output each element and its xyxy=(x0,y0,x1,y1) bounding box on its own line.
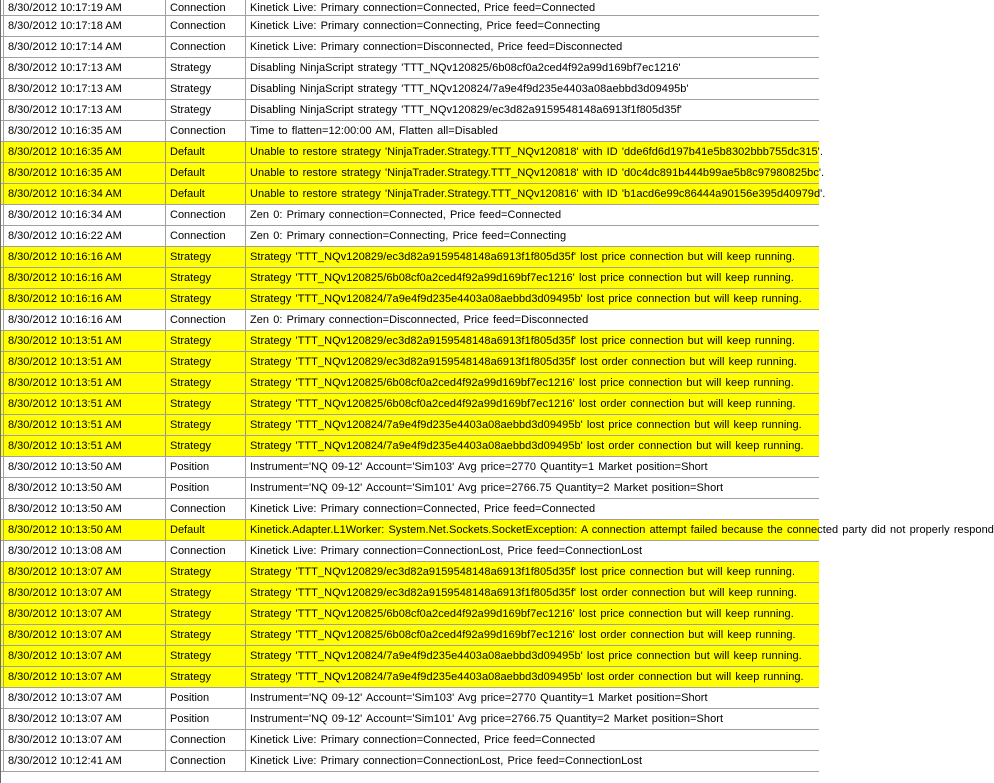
log-message-cell: Strategy 'TTT_NQv120829/ec3d82a9159548148a6913f1f805d35f' lost price connection but will keep running. xyxy=(250,566,796,578)
log-row[interactable] xyxy=(1,709,819,730)
log-message-cell: Strategy 'TTT_NQv120824/7a9e4f9d235e4403a08aebbd3d09495b' lost price connection but will keep running. xyxy=(250,650,802,662)
log-message-cell: Kinetick.Adapter.L1Worker: System.Net.Sockets.SocketException: A connection attempt failed because the connected party did not properly respond xyxy=(250,524,994,536)
log-category-cell: Strategy xyxy=(166,436,246,456)
log-time-cell: 8/30/2012 10:16:16 AM xyxy=(3,268,166,288)
log-time-cell: 8/30/2012 10:16:34 AM xyxy=(3,184,166,204)
log-category-cell: Strategy xyxy=(166,562,246,582)
log-category-cell: Connection xyxy=(166,499,246,519)
log-row[interactable] xyxy=(1,247,819,268)
log-row[interactable] xyxy=(1,730,819,751)
log-message-cell: Kinetick Live: Primary connection=ConnectionLost, Price feed=ConnectionLost xyxy=(250,545,643,557)
log-time-cell: 8/30/2012 10:16:22 AM xyxy=(3,226,166,246)
log-message-cell: Instrument='NQ 09-12' Account='Sim103' Avg price=2770 Quantity=1 Market position=Short xyxy=(250,692,708,704)
log-time-cell: 8/30/2012 10:17:19 AM xyxy=(3,0,166,15)
log-message-cell: Zen 0: Primary connection=Connecting, Price feed=Connecting xyxy=(250,230,567,242)
log-category-cell: Connection xyxy=(166,121,246,141)
log-time-cell: 8/30/2012 10:13:51 AM xyxy=(3,352,166,372)
log-row[interactable] xyxy=(1,499,819,520)
log-row[interactable] xyxy=(1,520,994,541)
log-category-cell: Default xyxy=(166,184,246,204)
log-message-cell: Strategy 'TTT_NQv120825/6b08cf0a2ced4f92a99d169bf7ec1216' lost price connection but will keep running. xyxy=(250,377,794,389)
log-category-cell: Connection xyxy=(166,0,246,15)
log-message-cell: Strategy 'TTT_NQv120825/6b08cf0a2ced4f92a99d169bf7ec1216' lost price connection but will keep running. xyxy=(250,608,794,620)
log-category-cell: Connection xyxy=(166,541,246,561)
log-time-cell: 8/30/2012 10:13:07 AM xyxy=(3,625,166,645)
log-time-cell: 8/30/2012 10:13:50 AM xyxy=(3,457,166,477)
log-time-cell: 8/30/2012 10:13:07 AM xyxy=(3,709,166,729)
log-category-cell: Connection xyxy=(166,37,246,57)
log-category-cell: Strategy xyxy=(166,58,246,78)
log-row[interactable] xyxy=(1,58,819,79)
log-row[interactable] xyxy=(1,625,819,646)
log-row[interactable] xyxy=(1,562,819,583)
log-message-cell: Unable to restore strategy 'NinjaTrader.Strategy.TTT_NQv120816' with ID 'b1acd6e99c86444a90156e395d40979d'. xyxy=(250,188,826,200)
log-row[interactable] xyxy=(1,352,819,373)
log-row[interactable] xyxy=(1,16,819,37)
log-message-cell: Zen 0: Primary connection=Disconnected, Price feed=Disconnected xyxy=(250,314,589,326)
log-category-cell: Default xyxy=(166,163,246,183)
log-row[interactable] xyxy=(1,688,819,709)
log-row[interactable] xyxy=(1,100,819,121)
log-row[interactable] xyxy=(1,184,826,205)
log-category-cell: Strategy xyxy=(166,100,246,120)
log-category-cell: Position xyxy=(166,709,246,729)
log-row[interactable] xyxy=(1,142,823,163)
log-category-cell: Connection xyxy=(166,205,246,225)
log-category-cell: Strategy xyxy=(166,268,246,288)
log-time-cell: 8/30/2012 10:13:07 AM xyxy=(3,667,166,687)
log-category-cell: Connection xyxy=(166,16,246,36)
log-message-cell: Disabling NinjaScript strategy 'TTT_NQv120825/6b08cf0a2ced4f92a99d169bf7ec1216' xyxy=(250,62,681,74)
log-time-cell: 8/30/2012 10:13:07 AM xyxy=(3,583,166,603)
log-row[interactable] xyxy=(1,226,819,247)
log-message-cell: Zen 0: Primary connection=Connected, Price feed=Connected xyxy=(250,209,562,221)
log-message-cell: Strategy 'TTT_NQv120825/6b08cf0a2ced4f92a99d169bf7ec1216' lost order connection but will keep running. xyxy=(250,629,796,641)
log-message-cell: Kinetick Live: Primary connection=Connected, Price feed=Connected xyxy=(250,2,596,14)
log-time-cell: 8/30/2012 10:13:08 AM xyxy=(3,541,166,561)
log-message-cell: Unable to restore strategy 'NinjaTrader.Strategy.TTT_NQv120818' with ID 'dde6fd6d197b41e5b8302bbb755dc315'. xyxy=(250,146,823,158)
log-time-cell: 8/30/2012 10:16:16 AM xyxy=(3,310,166,330)
log-message-cell: Disabling NinjaScript strategy 'TTT_NQv120829/ec3d82a9159548148a6913f1f805d35f' xyxy=(250,104,682,116)
log-category-cell: Connection xyxy=(166,310,246,330)
log-message-cell: Strategy 'TTT_NQv120824/7a9e4f9d235e4403a08aebbd3d09495b' lost price connection but will keep running. xyxy=(250,293,802,305)
log-category-cell: Strategy xyxy=(166,667,246,687)
log-category-cell: Strategy xyxy=(166,583,246,603)
log-row[interactable] xyxy=(1,394,819,415)
log-message-cell: Kinetick Live: Primary connection=Connecting, Price feed=Connecting xyxy=(250,20,601,32)
log-category-cell: Connection xyxy=(166,751,246,771)
log-message-cell: Strategy 'TTT_NQv120824/7a9e4f9d235e4403a08aebbd3d09495b' lost price connection but will keep running. xyxy=(250,419,802,431)
log-time-cell: 8/30/2012 10:13:07 AM xyxy=(3,562,166,582)
log-time-cell: 8/30/2012 10:17:13 AM xyxy=(3,58,166,78)
log-row[interactable] xyxy=(1,667,819,688)
log-category-cell: Strategy xyxy=(166,646,246,666)
log-time-cell: 8/30/2012 10:13:50 AM xyxy=(3,499,166,519)
log-row[interactable] xyxy=(1,457,819,478)
log-message-cell: Strategy 'TTT_NQv120825/6b08cf0a2ced4f92a99d169bf7ec1216' lost price connection but will keep running. xyxy=(250,272,794,284)
log-row[interactable] xyxy=(1,268,819,289)
log-time-cell: 8/30/2012 10:16:35 AM xyxy=(3,142,166,162)
log-message-cell: Strategy 'TTT_NQv120829/ec3d82a9159548148a6913f1f805d35f' lost order connection but will keep running. xyxy=(250,587,797,599)
log-category-cell: Position xyxy=(166,457,246,477)
log-category-cell: Strategy xyxy=(166,247,246,267)
log-message-cell: Strategy 'TTT_NQv120825/6b08cf0a2ced4f92a99d169bf7ec1216' lost order connection but will keep running. xyxy=(250,398,796,410)
log-row[interactable] xyxy=(1,751,819,772)
log-row[interactable] xyxy=(1,205,819,226)
log-time-cell: 8/30/2012 10:13:51 AM xyxy=(3,436,166,456)
log-time-cell: 8/30/2012 10:16:16 AM xyxy=(3,289,166,309)
log-time-cell: 8/30/2012 10:13:07 AM xyxy=(3,730,166,750)
log-category-cell: Default xyxy=(166,142,246,162)
log-time-cell: 8/30/2012 10:12:41 AM xyxy=(3,751,166,771)
log-message-cell: Strategy 'TTT_NQv120829/ec3d82a9159548148a6913f1f805d35f' lost price connection but will keep running. xyxy=(250,251,796,263)
log-message-cell: Strategy 'TTT_NQv120824/7a9e4f9d235e4403a08aebbd3d09495b' lost order connection but will keep running. xyxy=(250,440,804,452)
log-message-cell: Instrument='NQ 09-12' Account='Sim103' Avg price=2770 Quantity=1 Market position=Short xyxy=(250,461,708,473)
log-category-cell: Position xyxy=(166,478,246,498)
log-message-cell: Time to flatten=12:00:00 AM, Flatten all=Disabled xyxy=(250,125,498,137)
log-message-cell: Strategy 'TTT_NQv120829/ec3d82a9159548148a6913f1f805d35f' lost order connection but will keep running. xyxy=(250,356,797,368)
log-row[interactable] xyxy=(1,163,825,184)
log-message-cell: Instrument='NQ 09-12' Account='Sim101' Avg price=2766.75 Quantity=2 Market position=Short xyxy=(250,482,724,494)
log-message-cell: Strategy 'TTT_NQv120824/7a9e4f9d235e4403a08aebbd3d09495b' lost order connection but will keep running. xyxy=(250,671,804,683)
log-row[interactable] xyxy=(1,37,819,58)
log-time-cell: 8/30/2012 10:13:07 AM xyxy=(3,688,166,708)
log-row[interactable] xyxy=(1,583,819,604)
log-category-cell: Strategy xyxy=(166,394,246,414)
log-time-cell: 8/30/2012 10:16:34 AM xyxy=(3,205,166,225)
log-time-cell: 8/30/2012 10:16:16 AM xyxy=(3,247,166,267)
log-row[interactable] xyxy=(1,79,819,100)
log-message-cell: Kinetick Live: Primary connection=Connected, Price feed=Connected xyxy=(250,503,596,515)
log-row[interactable] xyxy=(1,478,819,499)
log-time-cell: 8/30/2012 10:13:51 AM xyxy=(3,394,166,414)
log-category-cell: Strategy xyxy=(166,352,246,372)
log-message-cell: Kinetick Live: Primary connection=Disconnected, Price feed=Disconnected xyxy=(250,41,623,53)
log-category-cell: Connection xyxy=(166,730,246,750)
log-time-cell: 8/30/2012 10:13:50 AM xyxy=(3,520,166,540)
log-time-cell: 8/30/2012 10:16:35 AM xyxy=(3,163,166,183)
log-row[interactable] xyxy=(1,415,819,436)
log-category-cell: Position xyxy=(166,688,246,708)
log-row[interactable] xyxy=(1,646,819,667)
log-category-cell: Strategy xyxy=(166,625,246,645)
log-row[interactable] xyxy=(1,541,819,562)
log-time-cell: 8/30/2012 10:13:51 AM xyxy=(3,373,166,393)
log-time-cell: 8/30/2012 10:13:07 AM xyxy=(3,604,166,624)
log-message-cell: Strategy 'TTT_NQv120829/ec3d82a9159548148a6913f1f805d35f' lost price connection but will keep running. xyxy=(250,335,796,347)
log-time-cell: 8/30/2012 10:17:13 AM xyxy=(3,100,166,120)
log-message-cell: Unable to restore strategy 'NinjaTrader.Strategy.TTT_NQv120818' with ID 'd0c4dc891b444b99ae5b8c97980825bc'. xyxy=(250,167,825,179)
log-time-cell: 8/30/2012 10:13:51 AM xyxy=(3,415,166,435)
log-row[interactable] xyxy=(1,436,819,457)
log-row[interactable] xyxy=(1,121,819,142)
log-time-cell: 8/30/2012 10:17:13 AM xyxy=(3,79,166,99)
log-message-cell: Disabling NinjaScript strategy 'TTT_NQv120824/7a9e4f9d235e4403a08aebbd3d09495b' xyxy=(250,83,689,95)
log-row[interactable] xyxy=(1,604,819,625)
log-category-cell: Strategy xyxy=(166,415,246,435)
log-category-cell: Strategy xyxy=(166,79,246,99)
log-time-cell: 8/30/2012 10:13:07 AM xyxy=(3,646,166,666)
log-row[interactable] xyxy=(1,289,819,310)
log-message-cell: Kinetick Live: Primary connection=ConnectionLost, Price feed=ConnectionLost xyxy=(250,755,643,767)
log-time-cell: 8/30/2012 10:17:18 AM xyxy=(3,16,166,36)
log-message-cell: Instrument='NQ 09-12' Account='Sim101' Avg price=2766.75 Quantity=2 Market position=Short xyxy=(250,713,724,725)
log-time-cell: 8/30/2012 10:16:35 AM xyxy=(3,121,166,141)
log-time-cell: 8/30/2012 10:13:51 AM xyxy=(3,331,166,351)
log-category-cell: Connection xyxy=(166,226,246,246)
log-row[interactable] xyxy=(1,0,819,16)
log-category-cell: Strategy xyxy=(166,289,246,309)
log-row[interactable] xyxy=(1,373,819,394)
log-row[interactable] xyxy=(1,331,819,352)
log-time-cell: 8/30/2012 10:17:14 AM xyxy=(3,37,166,57)
log-category-cell: Strategy xyxy=(166,331,246,351)
log-category-cell: Strategy xyxy=(166,373,246,393)
log-time-cell: 8/30/2012 10:13:50 AM xyxy=(3,478,166,498)
log-category-cell: Default xyxy=(166,520,246,540)
log-row[interactable] xyxy=(1,310,819,331)
log-message-cell: Kinetick Live: Primary connection=Connected, Price feed=Connected xyxy=(250,734,596,746)
log-category-cell: Strategy xyxy=(166,604,246,624)
